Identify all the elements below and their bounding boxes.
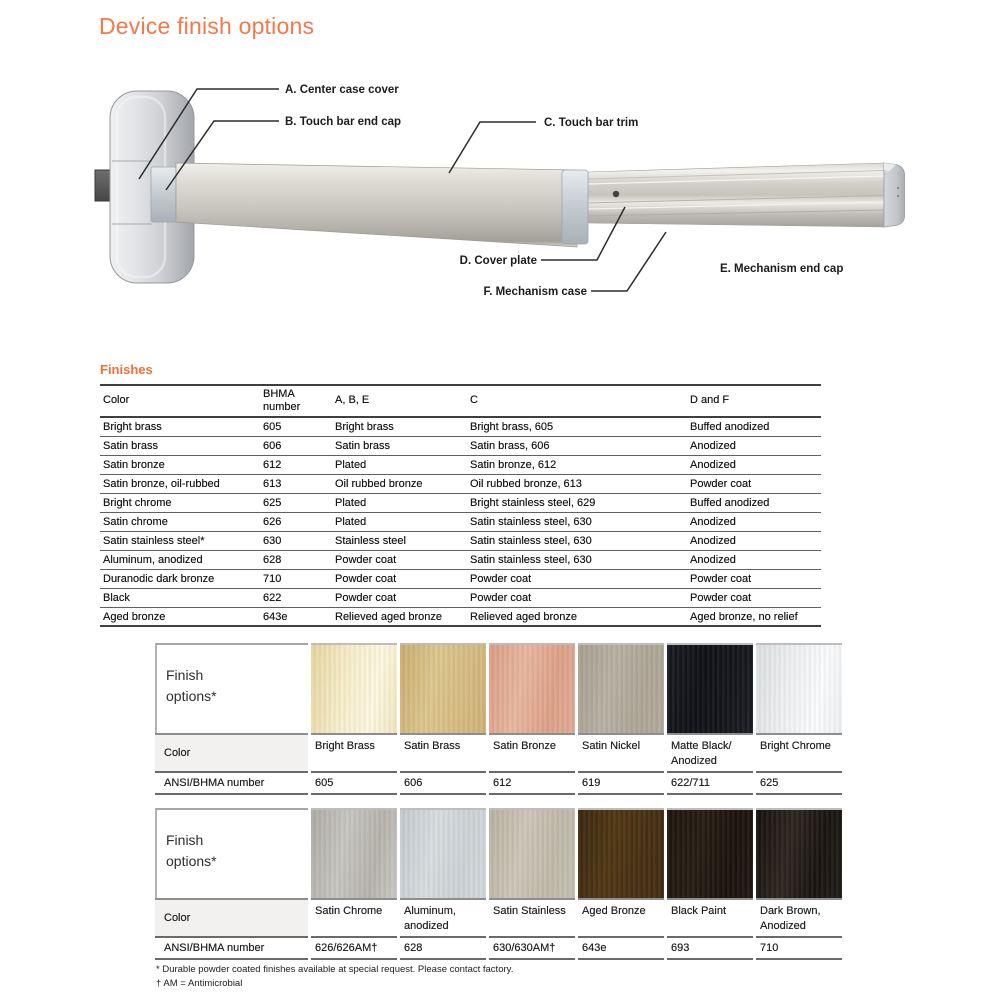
table-cell: Aged bronze, no relief	[687, 607, 821, 626]
table-cell: Satin stainless steel*	[100, 531, 260, 550]
table-cell: Oil rubbed bronze	[332, 474, 467, 493]
finish-number-text: 612	[493, 777, 512, 789]
finish-options-table-2	[155, 808, 842, 960]
table-cell: 613	[260, 474, 332, 493]
page-title: Device finish options	[99, 13, 315, 39]
column-header: A, B, E	[332, 385, 467, 417]
table-cell: Powder coat	[467, 588, 687, 607]
finish-number-text: 628	[404, 942, 423, 954]
finish-options-table-1	[155, 643, 842, 795]
cover-plate	[562, 170, 588, 244]
table-cell: 630	[260, 531, 332, 550]
table-cell: Powder coat	[687, 588, 821, 607]
ansi-row-label	[155, 936, 308, 960]
touch-bar-end-cap	[151, 167, 176, 222]
table-cell: Satin bronze, 612	[467, 455, 687, 474]
table-cell: 606	[260, 436, 332, 455]
finish-name	[578, 733, 664, 771]
finish-swatch	[311, 643, 397, 733]
footnotes	[156, 963, 513, 990]
table-cell: Relieved aged bronze	[332, 607, 467, 626]
finish-number	[756, 936, 842, 960]
finishes-table	[100, 384, 821, 627]
callout-line-c	[449, 122, 536, 173]
finish-number-text: 622/711	[671, 777, 710, 789]
finish-name-text: Satin Chrome	[315, 905, 383, 917]
table-row	[100, 455, 821, 474]
table-row	[100, 417, 821, 436]
finish-number-text: 643e	[582, 942, 607, 954]
finish-number-text: 619	[582, 777, 601, 789]
color-row-label	[155, 733, 308, 771]
finish-options-label	[155, 808, 308, 898]
finish-swatch	[311, 808, 397, 898]
finishes-table-body	[100, 417, 821, 626]
finish-name	[489, 733, 575, 771]
finish-swatch	[578, 643, 664, 733]
finish-options-label	[155, 643, 308, 733]
callout-label-a: A. Center case cover	[285, 84, 399, 96]
callout-label-c: C. Touch bar trim	[544, 117, 639, 129]
cover-plate-screw	[613, 191, 619, 197]
finish-options-label-text: Finish options*	[166, 832, 217, 869]
table-cell: Bright brass	[332, 417, 467, 436]
finish-number	[311, 936, 397, 960]
table-cell: 626	[260, 512, 332, 531]
finish-swatch	[756, 808, 842, 898]
table-row	[100, 474, 821, 493]
table-cell: 622	[260, 588, 332, 607]
color-row-label	[155, 898, 308, 936]
finish-name-text: Dark Brown, Anodized	[760, 905, 821, 932]
table-cell: Buffed anodized	[687, 417, 821, 436]
table-cell: 612	[260, 455, 332, 474]
table-cell: Powder coat	[332, 569, 467, 588]
ansi-row-label-text: ANSI/BHMA number	[164, 942, 265, 954]
table-cell: 605	[260, 417, 332, 436]
finish-number	[489, 936, 575, 960]
finish-name-text: Bright Brass	[315, 740, 375, 752]
finish-number	[578, 936, 664, 960]
table-cell: Anodized	[687, 531, 821, 550]
table-cell: Plated	[332, 455, 467, 474]
finish-name-text: Aged Bronze	[582, 905, 646, 917]
table-cell: Satin chrome	[100, 512, 260, 531]
callout-label-d: D. Cover plate	[459, 255, 537, 267]
table-row	[100, 569, 821, 588]
finish-name	[489, 898, 575, 936]
table-cell: Powder coat	[332, 588, 467, 607]
finish-swatch	[489, 808, 575, 898]
table-cell: Anodized	[687, 455, 821, 474]
color-row-label-text: Color	[164, 747, 191, 759]
finish-swatch	[667, 643, 753, 733]
table-cell: Bright brass	[100, 417, 260, 436]
column-header: Color	[100, 385, 260, 417]
callout-label-f: F. Mechanism case	[483, 286, 587, 298]
finish-number	[667, 936, 753, 960]
table-row	[100, 588, 821, 607]
finish-number-text: 630/630AM†	[493, 942, 556, 954]
footnote-antimicrobial: † AM = Antimicrobial	[156, 977, 243, 989]
column-header: C	[467, 385, 687, 417]
table-cell: 628	[260, 550, 332, 569]
table-cell: Powder coat	[332, 550, 467, 569]
table-cell: Powder coat	[687, 474, 821, 493]
ansi-row-label	[155, 771, 308, 795]
finish-number	[489, 771, 575, 795]
table-row	[100, 550, 821, 569]
table-cell: Buffed anodized	[687, 493, 821, 512]
finish-name	[667, 898, 753, 936]
finish-number	[667, 771, 753, 795]
table-cell: Plated	[332, 512, 467, 531]
finish-number	[578, 771, 664, 795]
finish-name	[667, 733, 753, 771]
finish-number-text: 625	[760, 777, 779, 789]
color-row-label-text: Color	[164, 912, 191, 924]
table-row	[100, 436, 821, 455]
table-cell: Stainless steel	[332, 531, 467, 550]
callout-label-e: E. Mechanism end cap	[720, 263, 844, 275]
table-cell: Satin stainless steel, 630	[467, 550, 687, 569]
finish-options-label-text: Finish options*	[166, 667, 217, 704]
finish-name	[400, 898, 486, 936]
finish-number	[400, 936, 486, 960]
finishes-table-header-row	[100, 385, 821, 417]
table-cell: Aluminum, anodized	[100, 550, 260, 569]
callout-line-f	[591, 232, 666, 291]
finish-number-text: 710	[760, 942, 779, 954]
table-cell: Anodized	[687, 550, 821, 569]
table-cell: Satin stainless steel, 630	[467, 531, 687, 550]
callout-label-b: B. Touch bar end cap	[285, 116, 402, 128]
table-cell: Bright brass, 605	[467, 417, 687, 436]
finish-number-text: 605	[315, 777, 334, 789]
finish-number	[400, 771, 486, 795]
table-cell: Powder coat	[467, 569, 687, 588]
finish-swatch	[489, 643, 575, 733]
table-cell: Satin bronze	[100, 455, 260, 474]
table-cell: Satin bronze, oil-rubbed	[100, 474, 260, 493]
table-cell: 710	[260, 569, 332, 588]
finish-swatch	[578, 808, 664, 898]
finish-name-text: Black Paint	[671, 905, 727, 917]
finish-name-text: Satin Bronze	[493, 740, 556, 752]
finishes-heading: Finishes	[100, 362, 153, 377]
finish-number-text: 606	[404, 777, 423, 789]
finish-name	[756, 733, 842, 771]
finish-number	[756, 771, 842, 795]
table-cell: Satin stainless steel, 630	[467, 512, 687, 531]
table-cell: Anodized	[687, 512, 821, 531]
mechanism-end-cap	[884, 163, 905, 227]
ansi-row-label-text: ANSI/BHMA number	[164, 777, 265, 789]
table-cell: Bright stainless steel, 629	[467, 493, 687, 512]
column-header: D and F	[687, 385, 821, 417]
table-cell: Plated	[332, 493, 467, 512]
table-cell: Bright chrome	[100, 493, 260, 512]
table-cell: 625	[260, 493, 332, 512]
table-cell: 643e	[260, 607, 332, 626]
table-row	[100, 493, 821, 512]
finish-name	[578, 898, 664, 936]
finish-number-text: 626/626AM†	[315, 942, 378, 954]
finish-swatch	[400, 808, 486, 898]
finish-name	[311, 733, 397, 771]
finish-swatch	[756, 643, 842, 733]
table-cell: Satin brass	[332, 436, 467, 455]
column-header: BHMA number	[260, 385, 332, 417]
finish-swatch	[667, 808, 753, 898]
finish-name	[400, 733, 486, 771]
table-cell: Anodized	[687, 436, 821, 455]
table-cell: Black	[100, 588, 260, 607]
finish-name-text: Matte Black/ Anodized	[671, 740, 732, 767]
table-cell: Powder coat	[687, 569, 821, 588]
footnote-powder-coat: * Durable powder coated finishes available at special request. Please contact factory.	[156, 964, 514, 975]
finish-name	[756, 898, 842, 936]
touch-bar	[176, 163, 577, 247]
table-cell: Satin brass, 606	[467, 436, 687, 455]
table-cell: Satin brass	[100, 436, 260, 455]
mechanism-case	[588, 163, 884, 227]
table-row	[100, 607, 821, 626]
finish-number	[311, 771, 397, 795]
table-row	[100, 531, 821, 550]
device-diagram	[0, 0, 1000, 360]
finish-name-text: Satin Stainless	[493, 905, 566, 917]
table-cell: Aged bronze	[100, 607, 260, 626]
finish-swatch	[400, 643, 486, 733]
finish-name-text: Satin Brass	[404, 740, 461, 752]
table-row	[100, 512, 821, 531]
finish-number-text: 693	[671, 942, 690, 954]
finish-name	[311, 898, 397, 936]
table-cell: Relieved aged bronze	[467, 607, 687, 626]
table-cell: Oil rubbed bronze, 613	[467, 474, 687, 493]
finish-name-text: Satin Nickel	[582, 740, 641, 752]
finish-name-text: Bright Chrome	[760, 740, 831, 752]
finish-name-text: Aluminum, anodized	[404, 905, 456, 932]
table-cell: Duranodic dark bronze	[100, 569, 260, 588]
